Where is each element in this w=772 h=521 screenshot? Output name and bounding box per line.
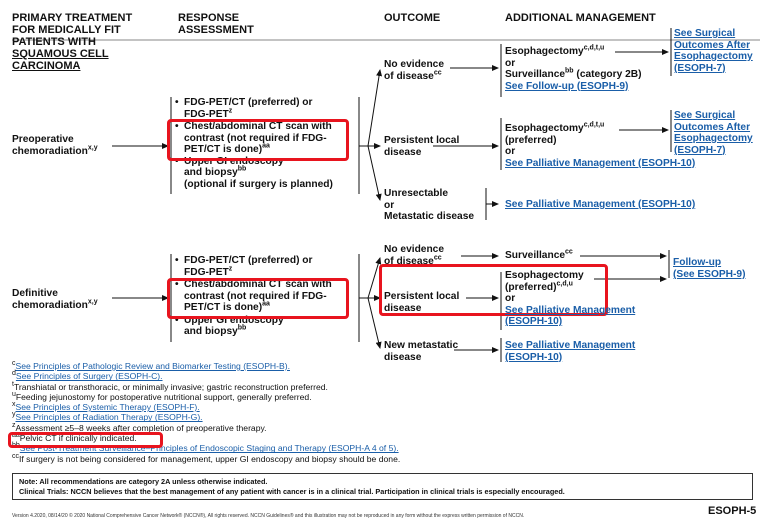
highlight-box-preop-ct bbox=[167, 119, 349, 161]
header-primary-treatment: PRIMARY TREATMENT FOR MEDICALLY FIT PATIENTS WITH SQUAMOUS CELL CARCINOMA bbox=[12, 12, 133, 72]
footnotes: $^c$See Principles of Pathologic Review and Biomarker Testing (ESOPH-B). $^d$See Principles of Surgery (ESOPH-C). $^t$Transhiatal or transthoracic, or minimally invasive; gastric reconstruction preferred. $^u$Feeding jejunostomy for postoperative nutritional support, generally preferred. $^x$See Principles of Systemic Therapy (ESOPH-F). $^y$See Principles of Radiation Therapy (ESOPH-G). $^z$Assessment ≥5–8 weeks after completion of preoperative therapy. $^{aa}$Pelvic CT if clinically indicated. $^{bb}$See Post-Treatment Surveillance–Principles of Endoscopic Staging and Therapy (ESOPH-A 4 of 5). $^{cc}$If surgery is not being considered for management, upper GI endoscopy and biopsy should be done. bbox=[12, 360, 401, 464]
definitive-outcome-persistent: Persistent local disease bbox=[384, 291, 460, 314]
header-outcome: OUTCOME bbox=[384, 12, 441, 24]
preop-management-2: Esophagectomy$^{c,d,t,u}$ (preferred) or See Palliative Management (ESOPH-10) bbox=[505, 121, 696, 169]
footnote-bb-link[interactable]: See Post-Treatment Surveillance–Principles of Endoscopic Staging and Therapy (ESOPH-A 4 of 5). bbox=[19, 443, 399, 454]
definitive-management-surveillance: Surveillance$^{cc}$ bbox=[505, 248, 573, 261]
highlight-box-footnote-aa bbox=[8, 432, 163, 448]
link-surgical-outcomes-2[interactable]: See Surgical Outcomes After Esophagectomy (ESOPH-7) bbox=[674, 110, 753, 156]
footnote-aa-text: Pelvic CT if clinically indicated. bbox=[19, 433, 137, 444]
page-number: ESOPH-5 bbox=[708, 505, 757, 517]
definitive-outcome-no-evidence: No evidence of disease$^{cc}$ bbox=[384, 244, 445, 267]
link-palliative-esoph10-c[interactable]: See Palliative Management (ESOPH-10) bbox=[505, 304, 636, 327]
link-palliative-esoph10-b[interactable]: See Palliative Management (ESOPH-10) bbox=[505, 199, 696, 210]
footnote-y-link[interactable]: See Principles of Radiation Therapy (ESOPH-G). bbox=[15, 412, 203, 423]
link-palliative-esoph10-a[interactable]: See Palliative Management (ESOPH-10) bbox=[505, 157, 696, 169]
link-follow-up-esoph9[interactable]: See Follow-up (ESOPH-9) bbox=[505, 80, 629, 92]
preoperative-chemoradiation-label: Preoperative chemoradiation$^{x,y}$ bbox=[12, 134, 98, 157]
preop-outcome-persistent: Persistent local disease bbox=[384, 135, 460, 158]
link-surgical-outcomes-1[interactable]: See Surgical Outcomes After Esophagectomy (ESOPH-7) bbox=[674, 28, 753, 74]
highlight-box-definitive-ct bbox=[167, 278, 349, 319]
header-response-assessment: RESPONSE ASSESSMENT bbox=[178, 12, 254, 36]
definitive-outcome-metastatic: New metastatic disease bbox=[384, 340, 459, 363]
link-palliative-esoph10-d[interactable]: See Palliative Management (ESOPH-10) bbox=[505, 340, 636, 363]
footnote-c-link[interactable]: See Principles of Pathologic Review and Biomarker Testing (ESOPH-B). bbox=[15, 361, 290, 371]
preop-response-assessment: • FDG-PET/CT (preferred) or FDG-PET$^z$ • Chest/abdominal CT scan with contrast (not required if FDG- PET/CT is done)$^{aa}$ • Upper GI endoscopy and biopsy$^{bb}$ (optional if surgery is planned) bbox=[175, 97, 355, 190]
footer-copyright: Version 4.2020, 08/14/20 © 2020 National Comprehensive Cancer Network® (NCCN®), All rights reserved. NCCN Guidelines® and this illustration may not be reproduced in any form without the express written permission of NCCN. bbox=[12, 513, 525, 519]
link-follow-up-esoph9-b[interactable]: Follow-up (See ESOPH-9) bbox=[673, 257, 746, 280]
definitive-chemoradiation-label: Definitive chemoradiation$^{x,y}$ bbox=[12, 288, 98, 311]
preop-management-1: Esophagectomy$^{c,d,t,u}$ or Surveillance$^{bb}$ (category 2B) See Follow-up (ESOPH-9) bbox=[505, 44, 642, 92]
header-additional-management: ADDITIONAL MANAGEMENT bbox=[505, 12, 656, 24]
footnote-d-link[interactable]: See Principles of Surgery (ESOPH-C). bbox=[15, 371, 163, 382]
note-box: Note: All recommendations are category 2A unless otherwise indicated. Clinical Trials: NCCN believes that the best management of any patient with cancer is in a clinical trial. Participation in clinical trials is especially encouraged. bbox=[12, 473, 753, 500]
definitive-management-esophagectomy: Esophagectomy (preferred)$^{c,d,u}$ or See Palliative Management (ESOPH-10) bbox=[505, 270, 636, 327]
definitive-response-assessment: • FDG-PET/CT (preferred) or FDG-PET$^z$ • Chest/abdominal CT scan with contrast (not required if FDG- PET/CT is done)$^{aa}$ • Upper GI endoscopy and biopsy$^{bb}$ bbox=[175, 255, 355, 338]
footnote-x-link[interactable]: See Principles of Systemic Therapy (ESOPH-F). bbox=[15, 402, 200, 413]
preop-outcome-unresectable: Unresectable or Metastatic disease bbox=[384, 188, 475, 222]
preop-outcome-no-evidence: No evidence of disease$^{cc}$ bbox=[384, 59, 445, 82]
